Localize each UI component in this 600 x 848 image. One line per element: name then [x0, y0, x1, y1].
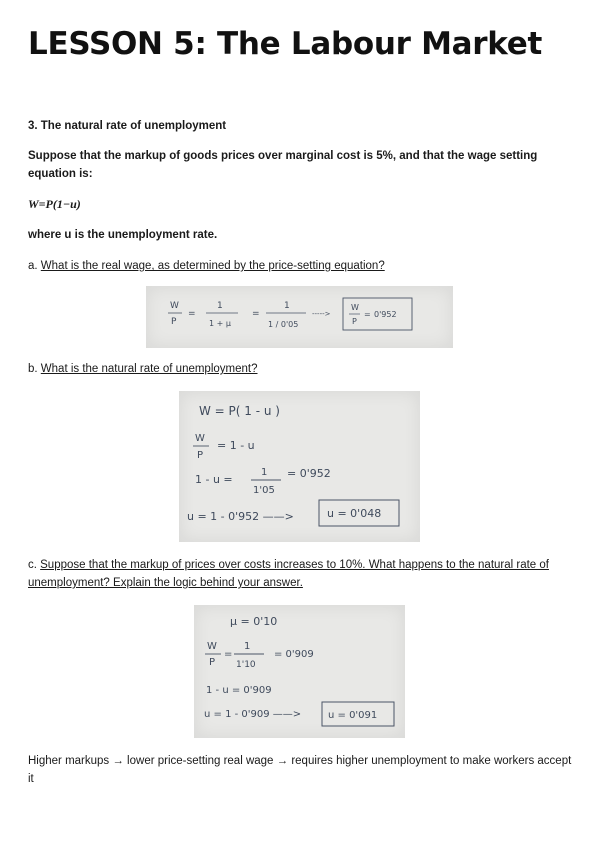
- question-b-prefix: b.: [28, 363, 41, 375]
- where-text: where u is the unemployment rate.: [28, 229, 218, 241]
- hw-a-denom: 1 / 0'05: [268, 320, 299, 329]
- hw-c-one: 1: [244, 641, 251, 652]
- hw-b-one: 1: [261, 467, 268, 478]
- hw-a-arrow: ----->: [312, 310, 331, 318]
- handwritten-solution-a: [146, 286, 453, 348]
- hw-c-line4: u = 1 - 0'909 ——>: [204, 709, 302, 720]
- hw-a-one: 1: [217, 301, 223, 311]
- question-b-text: What is the natural rate of unemployment?: [40, 363, 258, 375]
- question-c: [28, 556, 573, 592]
- hw-c-eq: = 0'909: [274, 649, 314, 660]
- hw-a-one-plus-mu: 1 + μ: [209, 319, 231, 328]
- hw-b-denom: 1'05: [253, 485, 275, 496]
- question-a: [28, 257, 573, 275]
- svg-text:W: W: [351, 303, 359, 312]
- intro-paragraph: Suppose that the markup of goods prices over marginal cost is 5%, and that the wage setting equation is:: [28, 150, 538, 180]
- hw-c-line3: 1 - u = 0'909: [206, 685, 272, 696]
- question-a-text: What is the real wage, as determined by the price-setting equation?: [40, 260, 385, 272]
- svg-text:=: =: [364, 310, 371, 319]
- question-c-text: Suppose that the markup of prices over costs increases to 10%. What happens to the natural rate of unemployment? Explain the logic behind your answer.: [28, 559, 549, 589]
- svg-text:=: =: [224, 649, 233, 660]
- hw-c-p: P: [209, 657, 216, 668]
- hw-a-w: W: [170, 301, 179, 311]
- hw-c-line1: μ = 0'10: [230, 615, 278, 628]
- hw-a-result: 0'952: [374, 310, 397, 319]
- conclusion-paragraph: Higher markups → lower price-setting real wage → requires higher unemployment to make workers accept it: [28, 755, 572, 785]
- hw-b-line3: 1 - u =: [195, 473, 233, 486]
- hw-b-result: u = 0'048: [327, 507, 382, 520]
- section-heading: 3. The natural rate of unemployment: [28, 120, 227, 132]
- question-c-prefix: c.: [28, 559, 41, 571]
- question-a-prefix: a.: [28, 260, 41, 272]
- handwritten-solution-b: [179, 391, 420, 542]
- hw-b-line2: = 1 - u: [217, 439, 255, 452]
- wage-equation: W=P(1−u): [28, 197, 81, 211]
- svg-text:P: P: [352, 317, 357, 326]
- hw-a-one-over: 1: [284, 301, 290, 311]
- page-title: LESSON 5: The Labour Market: [28, 26, 542, 62]
- hw-c-result: u = 0'091: [328, 710, 378, 721]
- hw-b-w: W: [195, 433, 205, 444]
- svg-text:=: =: [188, 309, 196, 319]
- handwritten-solution-c: [194, 605, 405, 738]
- hw-c-w: W: [207, 641, 217, 652]
- hw-b-line1: W = P( 1 - u ): [199, 404, 280, 418]
- svg-text:=: =: [252, 309, 260, 319]
- hw-b-p: P: [197, 450, 204, 461]
- question-b: [28, 360, 573, 378]
- hw-a-p: P: [171, 317, 177, 327]
- hw-c-denom: 1'10: [236, 660, 256, 670]
- hw-b-line4: u = 1 - 0'952 ——>: [187, 510, 294, 523]
- hw-b-eq: = 0'952: [287, 467, 331, 480]
